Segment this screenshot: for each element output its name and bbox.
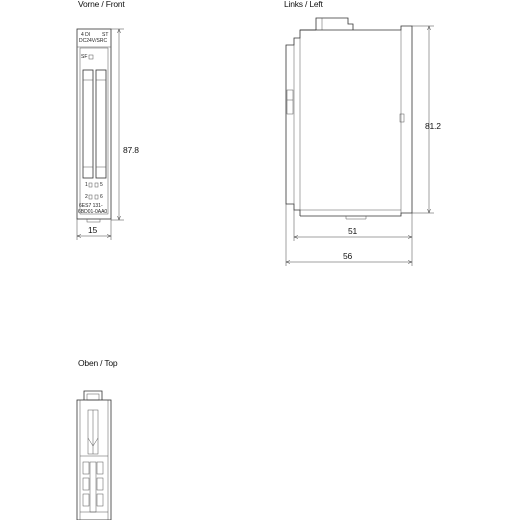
front-label-dc24v: DC24V/SRC — [79, 38, 108, 44]
top-view-title: Oben / Top — [78, 358, 118, 368]
front-height-value: 87.8 — [123, 145, 139, 155]
left-view-module — [286, 18, 412, 219]
left-inner-width-value: 51 — [348, 226, 358, 236]
left-height-dimension — [412, 26, 434, 213]
front-label-order-1: 6ES7 131- — [79, 203, 103, 209]
left-view-title: Links / Left — [284, 0, 323, 9]
front-label-ch6: 6 — [100, 194, 103, 200]
front-label-ch5: 5 — [100, 182, 103, 188]
front-height-dimension — [111, 29, 124, 220]
front-label-ch2: 2 — [85, 194, 88, 200]
front-view-title: Vorne / Front — [78, 0, 125, 9]
front-label-st: ST — [102, 32, 109, 38]
front-width-value: 15 — [88, 225, 98, 235]
left-outer-width-value: 56 — [343, 251, 353, 261]
front-label-order-2: 6BD01-0AA0 — [78, 209, 108, 215]
front-label-ch1: 1 — [85, 182, 88, 188]
front-label-4di: 4 DI — [81, 32, 91, 38]
top-view-module — [77, 391, 111, 520]
front-label-sf: SF — [81, 54, 88, 60]
left-height-value: 81.2 — [425, 121, 441, 131]
